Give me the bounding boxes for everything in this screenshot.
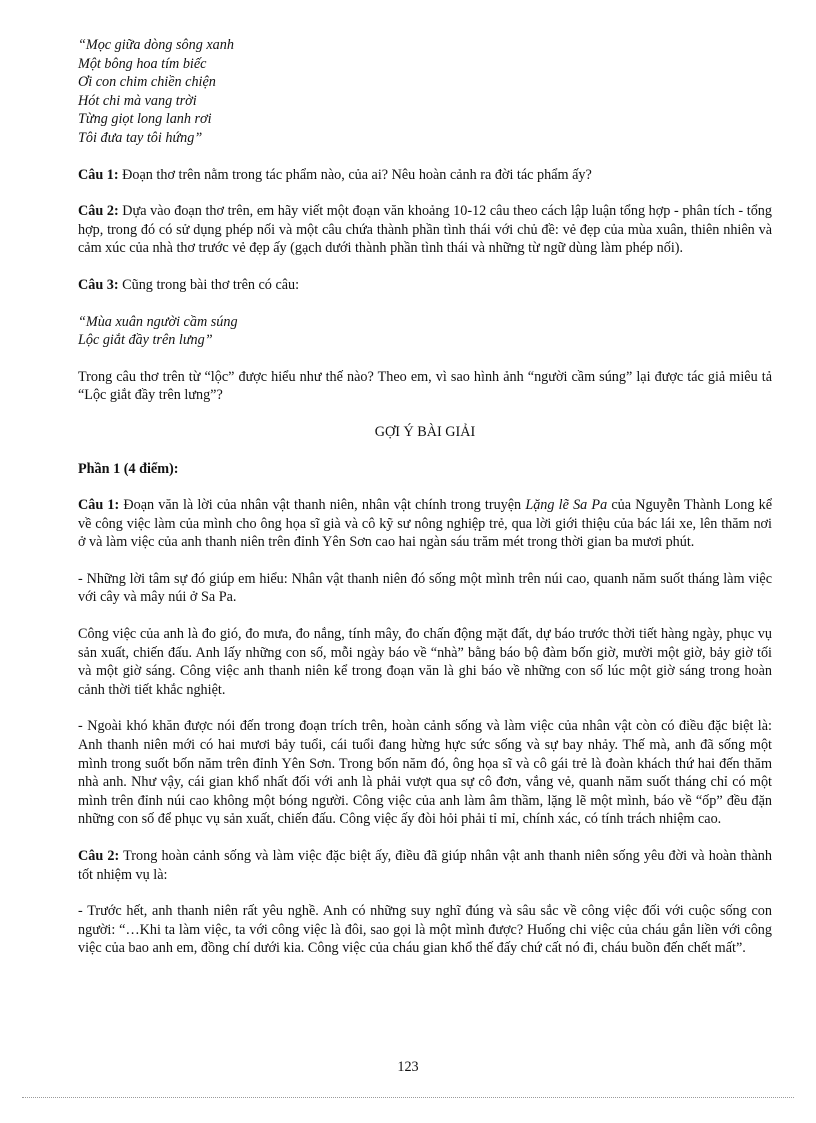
question-3-followup: Trong câu thơ trên từ “lộc” được hiểu như thế nào? Theo em, vì sao hình ảnh “người cầm súng” lại được tác giả miêu tả “Lộc giắt đầy trên lưng”? bbox=[78, 368, 772, 404]
question-3 bbox=[78, 276, 772, 295]
poem-line: Tôi đưa tay tôi hứng” bbox=[78, 129, 203, 146]
answer-1 bbox=[78, 496, 772, 552]
poem-line: Lộc giắt đầy trên lưng” bbox=[78, 332, 213, 349]
poem-line: “Mùa xuân người cầm súng bbox=[78, 313, 238, 330]
question-text: Cũng trong bài thơ trên có câu: bbox=[118, 276, 300, 293]
poem-line: Ơi con chim chiền chiện bbox=[78, 74, 216, 91]
answer-1-paragraph: Công việc của anh là đo gió, đo mưa, đo nắng, tính mây, đo chấn động mặt đất, dự báo trước thời tiết hàng ngày, phục vụ sản xuất, chiến đấu. Anh lấy những con số, mỗi ngày báo về “nhà” bằng báo bộ đàm bốn giờ, mười một giờ, bảy giờ tối và một giờ sáng. Công việc anh thanh niên kể trong đoạn văn là ghi báo về những con số lúc một giờ sáng trong hoàn cảnh thời tiết khắc nghiệt. bbox=[78, 626, 772, 698]
question-text: Đoạn thơ trên nằm trong tác phẩm nào, của ai? Nêu hoàn cảnh ra đời tác phẩm ấy? bbox=[118, 166, 592, 183]
section-heading: GỢI Ý BÀI GIẢI bbox=[374, 423, 476, 440]
poem-excerpt bbox=[78, 36, 772, 148]
part-heading: Phần 1 (4 điểm): bbox=[78, 460, 179, 477]
answer-2-paragraph: - Trước hết, anh thanh niên rất yêu nghề. Anh có những suy nghĩ đúng và sâu sắc về công việc đối với cuộc sống con người: “…Khi ta làm việc, ta với công việc là đôi, sao gọi là một mình được? Huống chi việc của cháu gắn liền với công việc của bao anh em, đồng chí dưới kia. Công việc của cháu gian khổ thế đấy chứ cất nó đi, cháu buồn đến chết mất”. bbox=[78, 903, 772, 957]
poem-line: “Mọc giữa dòng sông xanh bbox=[78, 37, 234, 53]
question-label: Câu 3: bbox=[78, 276, 119, 293]
question-text: Dựa vào đoạn thơ trên, em hãy viết một đoạn văn khoảng 10-12 câu theo cách lập luận tổng hợp - phân tích - tổng hợp, trong đó có sử dụng phép nối và một câu chứa thành phần tình thái với chủ đề: vẻ đẹp của mùa xuân, thiên nhiên và cảm xúc của nhà thơ trước vẻ đẹp ấy (gạch dưới thành phần tình thái và những từ ngữ dùng làm phép nối). bbox=[78, 203, 772, 257]
poem-line: Từng giọt long lanh rơi bbox=[78, 111, 212, 128]
question-2 bbox=[78, 202, 772, 258]
poem-quote bbox=[78, 313, 772, 350]
question-1 bbox=[78, 166, 772, 185]
page-content bbox=[78, 36, 772, 958]
page-bottom-divider bbox=[22, 1097, 794, 1098]
answer-text: của Nguyễn Thành Long kể về công việc làm của mình cho ông họa sĩ già và cô kỹ sư nông nghiệp trẻ, qua lời giới thiệu của bác lái xe, lên thăm nơi ở và làm việc của anh thanh niên trên đỉnh Yên Sơn cao hai ngàn sáu trăm mét trong thời gian ba mươi phút. bbox=[78, 497, 772, 551]
answer-label: Câu 2: bbox=[78, 848, 120, 864]
answer-1-paragraph: - Những lời tâm sự đó giúp em hiểu: Nhân vật thanh niên đó sống một mình trên núi cao, quanh năm suốt tháng làm việc với cây và mây núi ở Sa Pa. bbox=[78, 570, 772, 606]
answer-text: Đoạn văn là lời của nhân vật thanh niên, nhân vật chính trong truyện bbox=[119, 497, 526, 514]
question-label: Câu 2: bbox=[78, 203, 119, 220]
page-number: 123 bbox=[397, 1059, 419, 1075]
answer-label: Câu 1: bbox=[78, 497, 120, 514]
answer-text: Trong hoàn cảnh sống và làm việc đặc biệt ấy, điều đã giúp nhân vật anh thanh niên sống yêu đời và hoàn thành tốt nhiệm vụ là: bbox=[78, 848, 772, 883]
work-title: Lặng lẽ Sa Pa bbox=[525, 497, 608, 514]
answer-2 bbox=[78, 847, 772, 884]
poem-line: Hót chi mà vang trời bbox=[78, 92, 197, 109]
poem-line: Một bông hoa tím biếc bbox=[78, 55, 207, 72]
answer-1-paragraph: - Ngoài khó khăn được nói đến trong đoạn trích trên, hoàn cảnh sống và làm việc của nhân vật còn có điều đặc biệt là: Anh thanh niên mới có hai mươi bảy tuổi, cái tuổi đang hừng hực sức sống và sự bay nhảy. Thế mà, anh đã sống một mình trong suốt bốn năm trên đỉnh Yên Sơn. Trong bốn năm đó, ông họa sĩ và cô gái trẻ là đoàn khách thứ hai đến thăm nhà anh. Như vậy, cái gian khổ nhất đối với anh là phải vượt qua sự cô đơn, vắng vẻ, quanh năm suốt tháng chỉ có một mình trên đỉnh núi cao không một bóng người. Công việc của anh làm âm thầm, lặng lẽ một mình, báo về “ốp” đều đặn những con số để phục vụ sản xuất, chiến đấu. Công việc ấy đòi hỏi phải tỉ mỉ, chính xác, có tính trách nhiệm cao. bbox=[78, 718, 772, 828]
question-label: Câu 1: bbox=[78, 166, 119, 183]
